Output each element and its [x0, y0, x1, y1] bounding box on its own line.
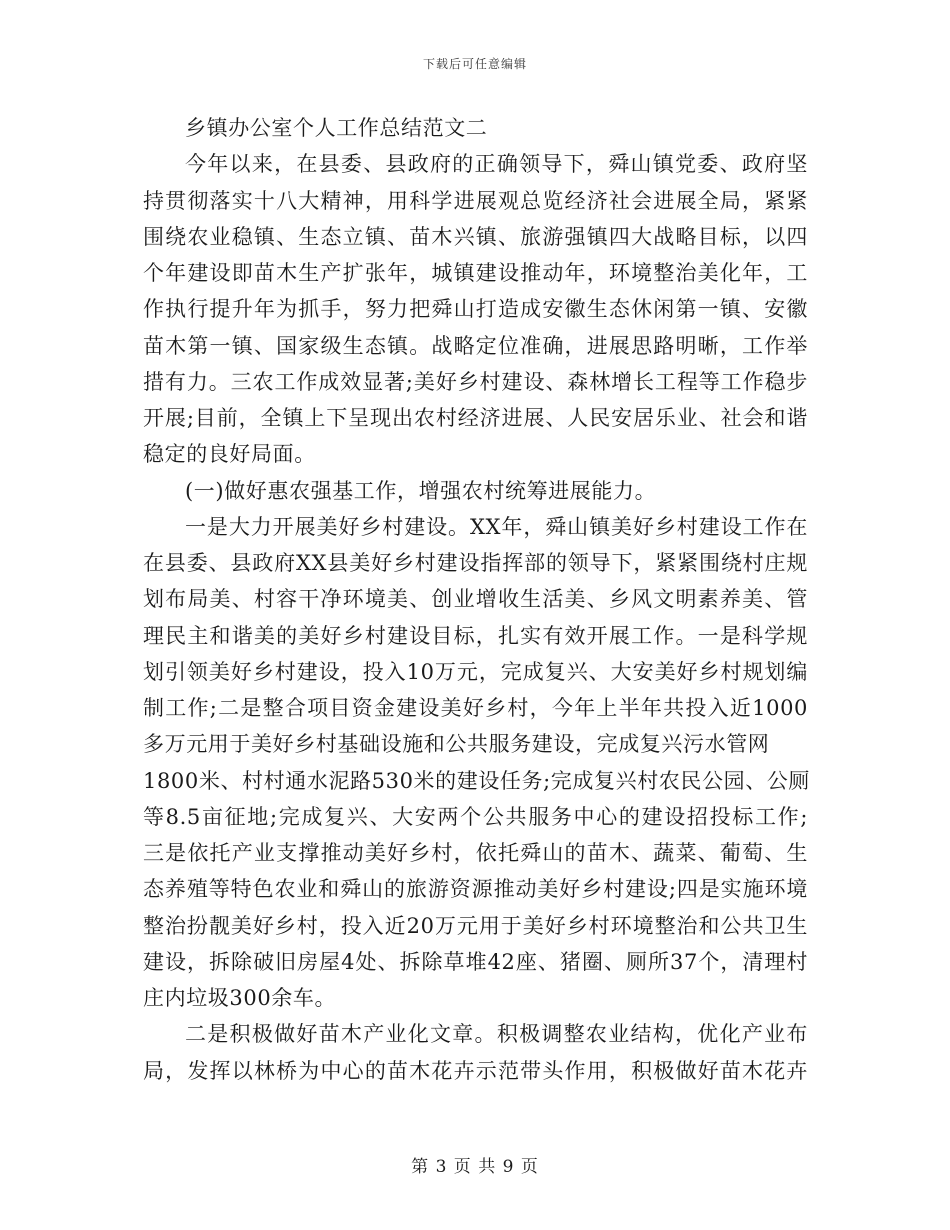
paragraph-line: 二是积极做好苗木产业化文章。积极调整农业结构，优化产业布: [185, 1022, 808, 1047]
paragraph-line: 一是大力开展美好乡村建设。XX年，舜山镇美好乡村建设工作在: [185, 514, 808, 539]
paragraph-line: 围绕农业稳镇、生态立镇、苗木兴镇、旅游强镇四大战略目标，以四: [143, 224, 808, 249]
paragraph-line: 措有力。三农工作成效显著;美好乡村建设、森林增长工程等工作稳步: [143, 369, 808, 394]
paragraph-line: 苗木第一镇、国家级生态镇。战略定位准确，进展思路明晰，工作举: [143, 333, 808, 358]
paragraph-line: 个年建设即苗木生产扩张年，城镇建设推动年，环境整治美化年，工: [143, 261, 808, 285]
paragraph-line: 建设，拆除破旧房屋4处、拆除草堆42座、猪圈、厕所37个，清理村: [143, 949, 808, 974]
paragraph-line: 三是依托产业支撑推动美好乡村，依托舜山的苗木、蔬菜、葡萄、生: [143, 841, 808, 865]
paragraph-line: 稳定的良好局面。: [143, 442, 316, 467]
paragraph-line: 1800米、村村通水泥路530米的建设任务;完成复兴村农民公园、公厕: [143, 768, 810, 793]
paragraph-line: 在县委、县政府XX县美好乡村建设指挥部的领导下，紧紧围绕村庄规: [143, 551, 808, 575]
paragraph-line: 庄内垃圾300余车。: [143, 986, 337, 1010]
paragraph-line: 作执行提升年为抓手，努力把舜山打造成安徽生态休闲第一镇、安徽: [143, 297, 808, 322]
paragraph-line: 多万元用于美好乡村基础设施和公共服务建设，完成复兴污水管网: [143, 732, 770, 757]
paragraph-line: 局，发挥以林桥为中心的苗木花卉示范带头作用，积极做好苗木花卉: [143, 1058, 808, 1083]
section-heading: (一)做好惠农强基工作，增强农村统筹进展能力。: [185, 478, 657, 503]
page-indicator: 第 3 页 共 9 页: [411, 1157, 539, 1177]
paragraph-line: 态养殖等特色农业和舜山的旅游资源推动美好乡村建设;四是实施环境: [143, 877, 808, 902]
paragraph-line: 划引领美好乡村建设，投入10万元，完成复兴、大安美好乡村规划编: [143, 659, 808, 684]
paragraph-line: 划布局美、村容干净环境美、创业增收生活美、乡风文明素养美、管: [143, 587, 808, 612]
paragraph-line: 开展;目前，全镇上下呈现出农村经济进展、人民安居乐业、社会和谐: [143, 406, 808, 430]
paragraph-line: 持贯彻落实十八大精神，用科学进展观总览经济社会进展全局，紧紧: [143, 188, 808, 213]
paragraph-line: 整治扮靓美好乡村，投入近20万元用于美好乡村环境整治和公共卫生: [143, 913, 808, 938]
paragraph-line: 今年以来，在县委、县政府的正确领导下，舜山镇党委、政府坚: [185, 152, 808, 177]
paragraph-line: 等8.5亩征地;完成复兴、大安两个公共服务中心的建设招投标工作;: [143, 804, 808, 829]
paragraph-line: 理民主和谐美的美好乡村建设目标，扎实有效开展工作。一是科学规: [143, 623, 808, 648]
document-title: 乡镇办公室个人工作总结范文二: [185, 116, 488, 140]
document-body: [143, 110, 808, 1089]
page-header-note: 下载后可任意编辑: [422, 57, 527, 71]
paragraph-line: 制工作;二是整合项目资金建设美好乡村，今年上半年共投入近1000: [143, 696, 808, 720]
